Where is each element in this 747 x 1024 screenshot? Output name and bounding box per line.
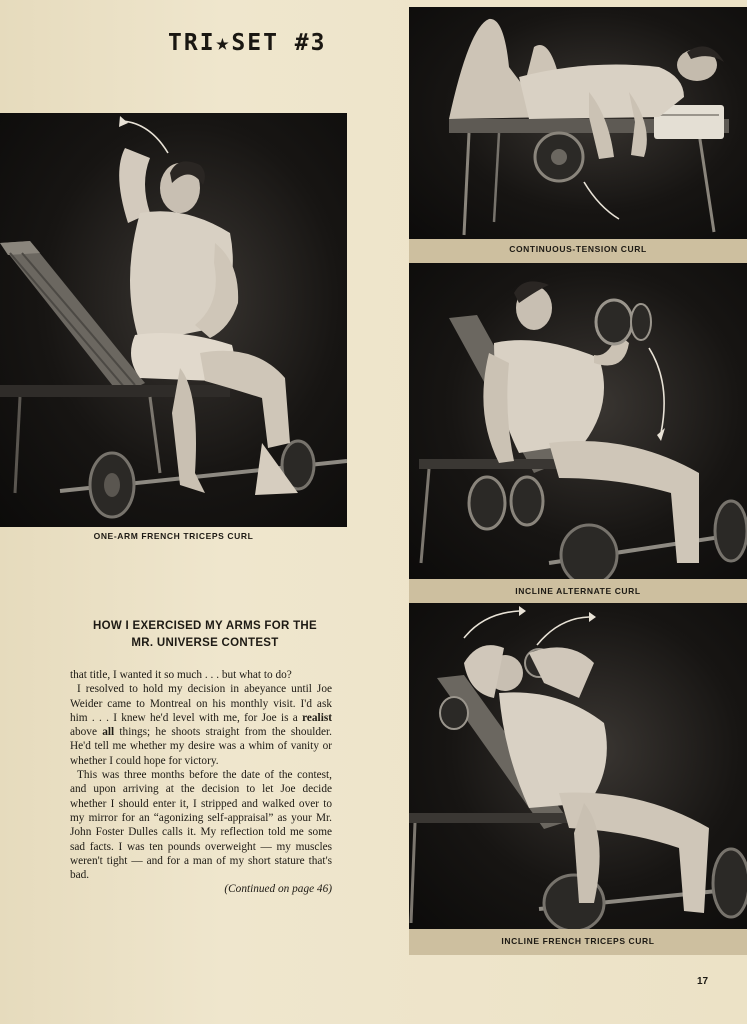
paragraph-2-text-d: things; he shoots straight from the shoulder. He'd tell me whether my desire was a whim of vanity or whether I could hope for victory. — [70, 726, 332, 767]
caption-incline-alternate: INCLINE ALTERNATE CURL — [409, 579, 747, 603]
photo-incline-french-triceps-curl — [409, 603, 747, 929]
paragraph-3: This was three months before the date of the contest, and upon arriving at the decision to let Joe decide whether I should enter it, I stripped and walked over to my mirror for an “agonizing self-appraisal” as your Mr. John Foster Dulles calls it. My reflection told me some sad facts. I was ten pounds overweight — my muscles weren't tight — and for a man of my short stature that's bad. — [70, 769, 332, 882]
athlete-photo — [409, 603, 747, 929]
paragraph-2-bold-realist: realist — [302, 711, 332, 724]
caption-incline-french: INCLINE FRENCH TRICEPS CURL — [409, 929, 747, 955]
headline-line-2: MR. UNIVERSE CONTEST — [131, 637, 279, 649]
article-headline — [70, 618, 340, 652]
caption-continuous-tension: CONTINUOUS-TENSION CURL — [409, 239, 747, 263]
photo-one-arm-french-triceps-curl — [0, 113, 347, 527]
caption-one-arm: ONE-ARM FRENCH TRICEPS CURL — [93, 531, 254, 541]
article-body — [70, 668, 332, 897]
paragraph-2-bold-all: all — [102, 726, 115, 739]
athlete-photo — [409, 263, 747, 579]
photo-incline-alternate-curl — [409, 263, 747, 579]
page-number: 17 — [697, 976, 709, 987]
headline-line-1: HOW I EXERCISED MY ARMS FOR THE — [93, 620, 317, 632]
athlete-photo — [0, 113, 347, 527]
paragraph-1: that title, I wanted it so much . . . but what to do? — [70, 669, 292, 681]
paragraph-2 — [70, 682, 332, 768]
athlete-photo — [409, 7, 747, 239]
paragraph-2-text-c: above — [70, 726, 103, 739]
paragraph-2-text-a: I resolved to hold my decision in abeyance until Joe Weider came to Montreal on his monthly visit. I'd ask him . . . I knew he'd level with me, for Joe is a — [70, 683, 332, 724]
page-title: TRI★SET #3 — [168, 30, 327, 56]
continued-note: (Continued on page 46) — [224, 883, 332, 896]
photo-continuous-tension-curl — [409, 7, 747, 239]
